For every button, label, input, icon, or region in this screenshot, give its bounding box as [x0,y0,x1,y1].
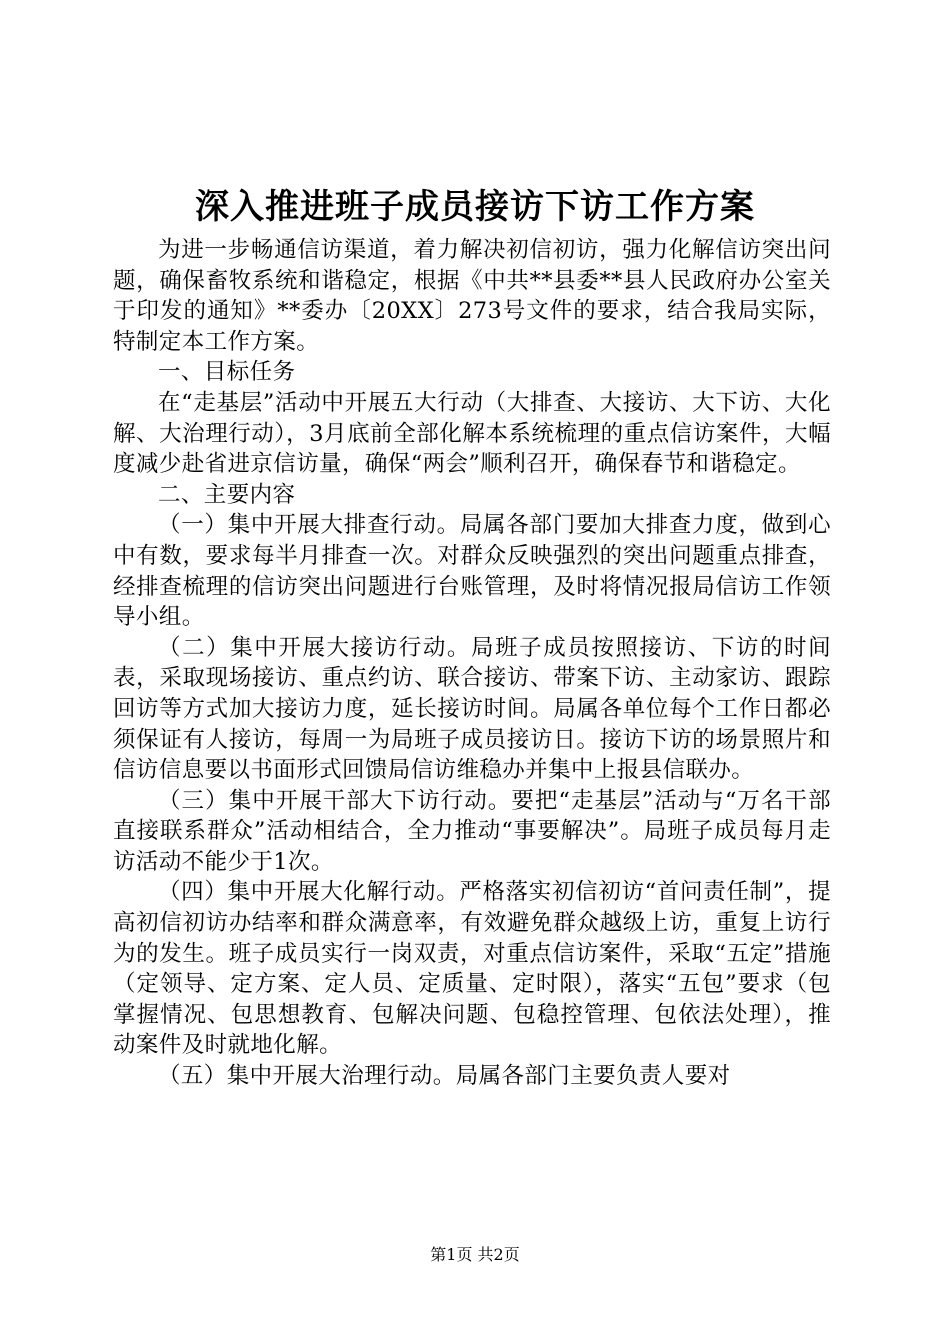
content-paragraph-2: （二）集中开展大接访行动。局班子成员按照接访、下访的时间表，采取现场接访、重点约访、联合接访、带案下访、主动家访、跟踪回访等方式加大接访力度，延长接访时间。局属各单位每个工作日都必须保证有人接访，每周一为局班子成员接访日。接访下访的场景照片和信访信息要以书面形式回馈局信访维稳办并集中上报县信联办。 [113,634,831,784]
section-heading-goals: 一、目标任务 [158,359,296,386]
document-body [113,235,831,1092]
content-paragraph-3: （三）集中开展干部大下访行动。要把“走基层”活动与“万名干部直接联系群众”活动相结合，全力推动“事要解决”。局班子成员每月走访活动不能少于1次。 [113,787,831,875]
goals-paragraph: 在“走基层”活动中开展五大行动（大排查、大接访、大下访、大化解、大治理行动），3月底前全部化解本系统梳理的重点信访案件，大幅度减少赴省进京信访量，确保“两会”顺利召开，确保春节和谐稳定。 [113,389,831,478]
content-paragraph-5: （五）集中开展大治理行动。局属各部门主要负责人要对 [158,1063,731,1090]
intro-paragraph: 为进一步畅通信访渠道，着力解决初信初访，强力化解信访突出问题，确保畜牧系统和谐稳定，根据《中共**县委**县人民政府办公室关于印发的通知》**委办〔20XX〕273号文件的要求，结合我局实际，特制定本工作方案。 [113,237,831,355]
document-title: 深入推进班子成员接访下访工作方案 [195,187,755,227]
content-paragraph-4: （四）集中开展大化解行动。严格落实初信初访“首问责任制”，提高初信初访办结率和群众满意率，有效避免群众越级上访，重复上访行为的发生。班子成员实行一岗双责，对重点信访案件，采取“五定”措施（定领导、定方案、定人员、定质量、定时限），落实“五包”要求（包掌握情况、包思想教育、包解决问题、包稳控管理、包依法处理），推动案件及时就地化解。 [113,879,831,1059]
content-paragraph-1: （一）集中开展大排查行动。局属各部门要加大排查力度，做到心中有数，要求每半月排查一次。对群众反映强烈的突出问题重点排查，经排查梳理的信访突出问题进行台账管理，及时将情况报局信访工作领导小组。 [113,512,831,631]
section-heading-content: 二、主要内容 [158,481,296,508]
page-footer: 第1页 共2页 [430,1245,520,1264]
